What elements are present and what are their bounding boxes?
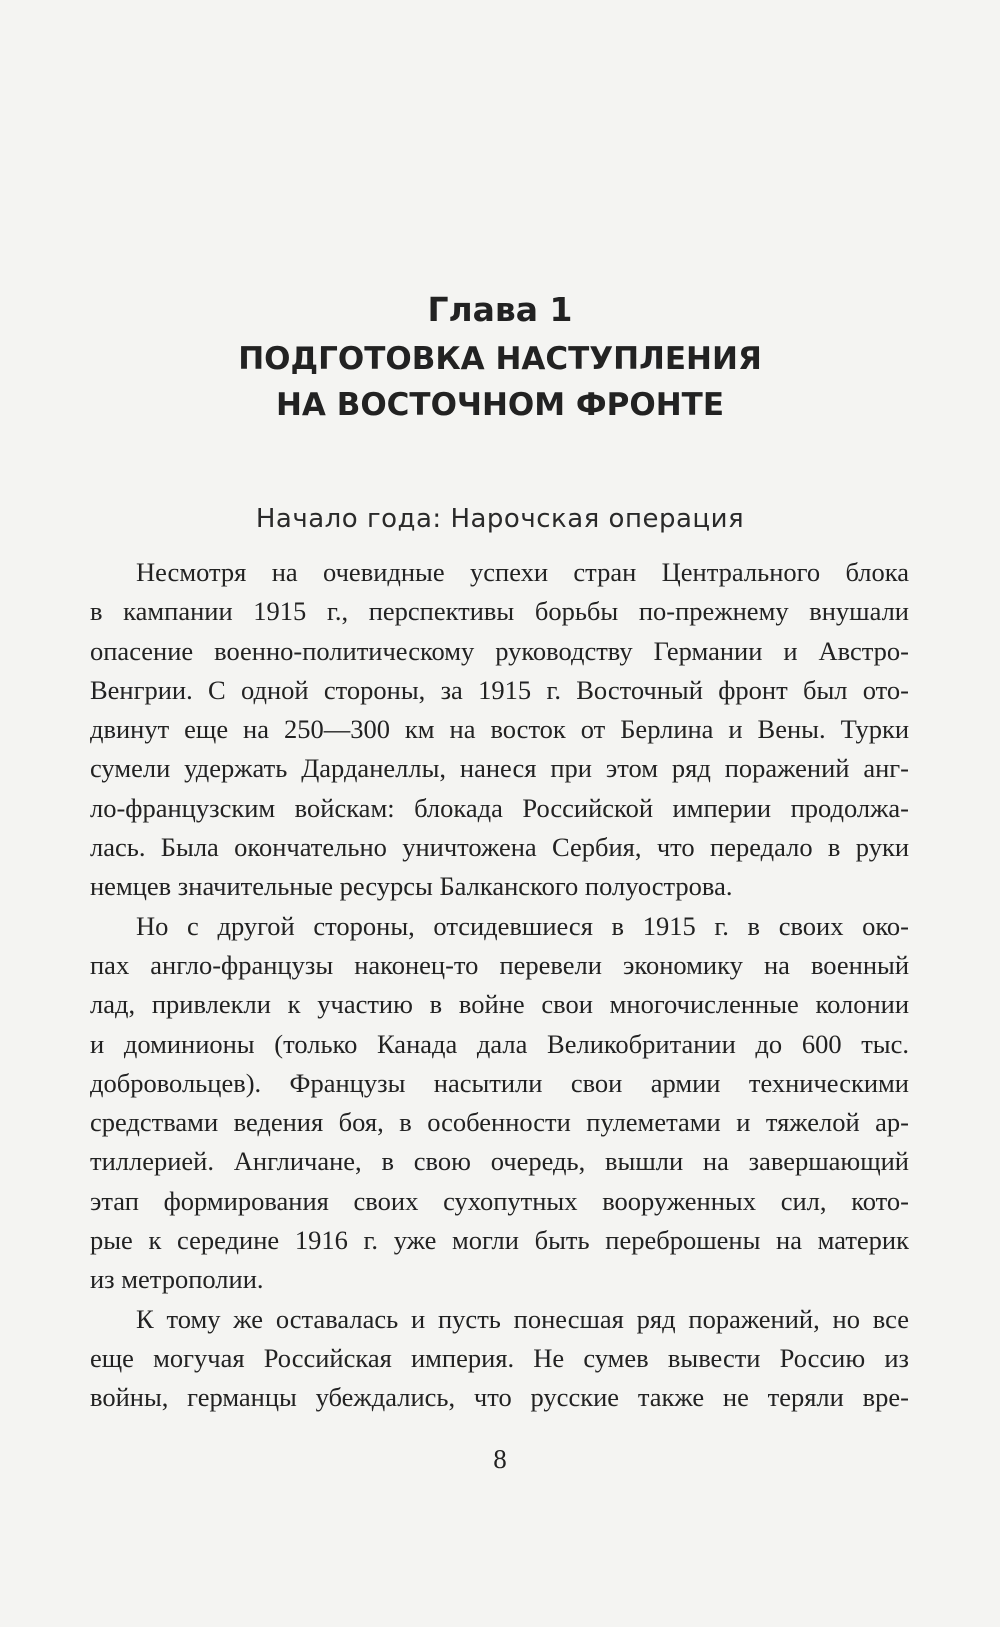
text-line: пах англо-французы наконец-то перевели экономику на военный xyxy=(90,949,909,980)
chapter-label: Глава 1 xyxy=(427,290,573,329)
text-line: Но с другой стороны, отсидевшиеся в 1915 г. в своих око- xyxy=(136,910,909,941)
text-line: К тому же оставалась и пусть понесшая ряд поражений, но все xyxy=(136,1303,909,1334)
paragraph xyxy=(90,907,909,1300)
page-number: 8 xyxy=(493,1444,507,1474)
text-line: и доминионы (только Канада дала Великобритании до 600 тыс. xyxy=(90,1028,909,1059)
text-line: добровольцев). Французы насытили свои армии техническими xyxy=(90,1067,909,1098)
text-line: тиллерией. Англичане, в свою очередь, вышли на завершающий xyxy=(90,1146,909,1177)
text-line: средствами ведения боя, в особенности пулеметами и тяжелой ар- xyxy=(90,1107,909,1138)
body-text xyxy=(90,553,909,1418)
text-line: ло-французским войскам: блокада Российской империи продолжа- xyxy=(90,792,909,823)
text-line: опасение военно-политическому руководству Германии и Австро- xyxy=(90,635,909,666)
text-line: Венгрии. С одной стороны, за 1915 г. Восточный фронт был ото- xyxy=(90,674,909,705)
text-line: этап формирования своих сухопутных вооруженных сил, кото- xyxy=(90,1185,909,1216)
text-line: сумели удержать Дарданеллы, нанеся при этом ряд поражений анг- xyxy=(90,753,909,784)
text-line: из метрополии. xyxy=(90,1264,264,1295)
chapter-title-line: НА ВОСТОЧНОМ ФРОНТЕ xyxy=(275,387,725,423)
text-line: лад, привлекли к участию в войне свои многочисленные колонии xyxy=(90,989,909,1020)
paragraph xyxy=(90,1300,909,1418)
text-line: двинут еще на 250—300 км на восток от Берлина и Вены. Турки xyxy=(90,714,909,745)
text-line: еще могучая Российская империя. Не сумев вывести Россию из xyxy=(90,1342,909,1373)
paragraph xyxy=(90,553,909,907)
chapter-title xyxy=(0,336,1000,428)
text-line: немцев значительные ресурсы Балканского полуострова. xyxy=(90,871,733,902)
text-line: в кампании 1915 г., перспективы борьбы по-прежнему внушали xyxy=(90,596,909,627)
chapter-title-line: ПОДГОТОВКА НАСТУПЛЕНИЯ xyxy=(238,341,762,377)
text-line: войны, германцы убеждались, что русские также не теряли вре- xyxy=(90,1382,909,1413)
text-line: лась. Была окончательно уничтожена Сербия, что передало в руки xyxy=(90,832,909,863)
text-line: рые к середине 1916 г. уже могли быть переброшены на материк xyxy=(90,1225,909,1256)
text-line: Несмотря на очевидные успехи стран Центрального блока xyxy=(136,557,909,587)
section-title: Начало года: Нарочская операция xyxy=(255,504,745,534)
